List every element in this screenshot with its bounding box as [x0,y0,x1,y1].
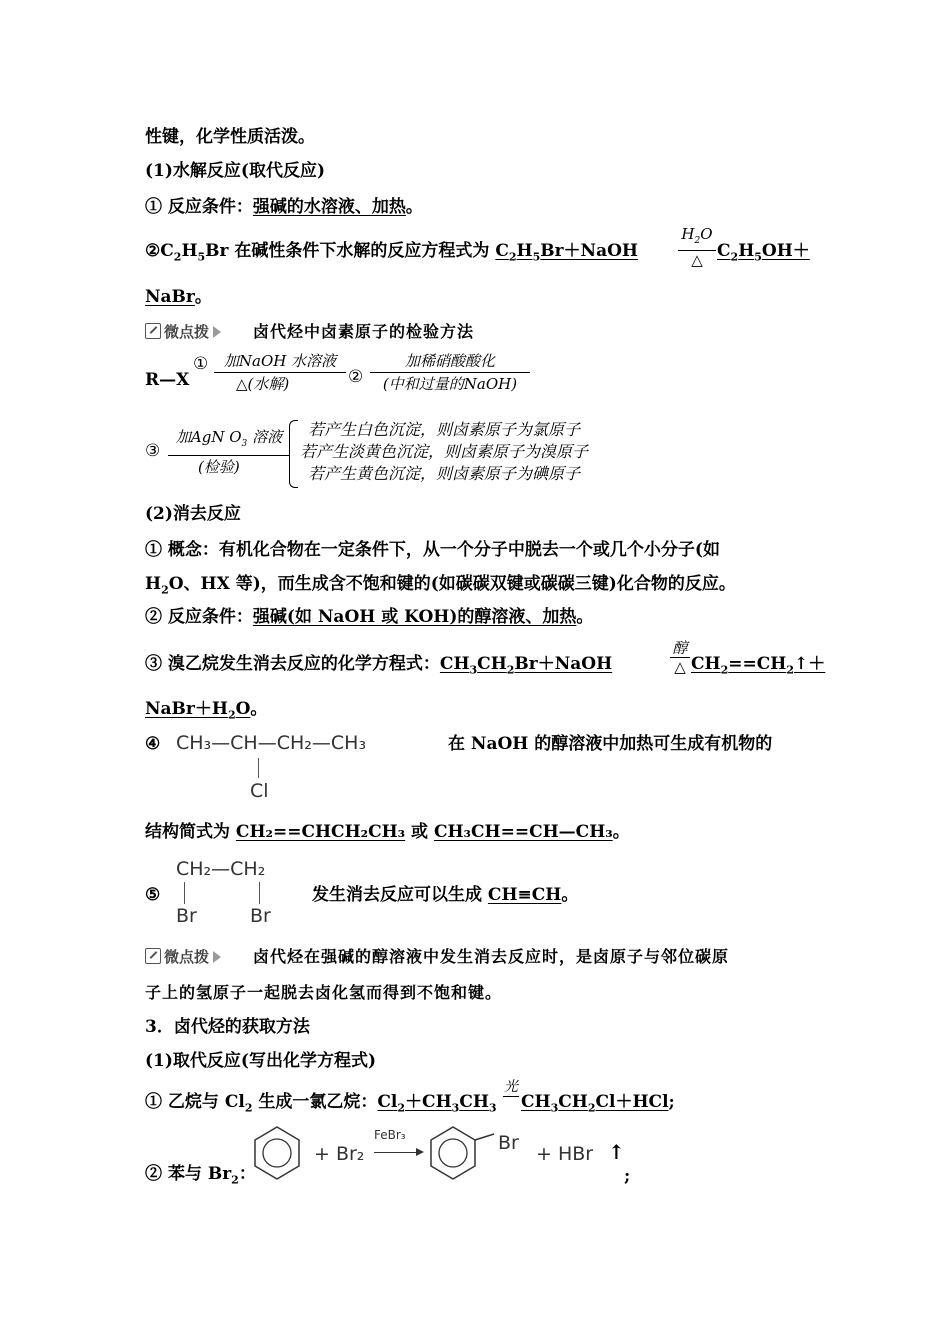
text: Br＋NaOH [540,241,638,261]
text: Br＋NaOH [514,654,613,674]
benzene-ring-icon [252,1124,302,1182]
text: △(水解) [236,375,290,393]
text: (2)消去反应 [145,504,241,524]
text: 溶液 [252,428,283,446]
text: 。 [561,885,579,905]
answer: NaBr [145,287,195,307]
answer: $NaBr+H_2O$ [145,699,251,722]
reagent: + Br₂ [314,1143,365,1165]
gas-arrow-icon: ↑ [608,1140,625,1164]
structural-formula: CH₃—CH—CH₂—CH₃ [176,732,367,754]
text: 。 [612,822,630,842]
tip-badge [145,321,221,343]
text: △ [691,251,703,269]
text-line: ① 乙烷与 $Cl_2$ 生成一氯乙烷：$Cl_2+CH_3CH_3$ [145,1092,497,1115]
reaction-arrow [503,1080,519,1098]
answer: 强碱的水溶液、加热 [252,197,406,217]
text: CH [691,654,721,674]
text: H [145,574,162,594]
text-line: $②C_2H_5Br$ 在碱性条件下水解的反应方程式为 $C_2H_5Br+NaOH$ [145,241,638,264]
answer: $C_2H_5OH+$ [717,241,810,264]
text-line [145,196,423,218]
text-line [145,126,315,148]
tip-heading [145,321,474,343]
text: ; [624,1166,631,1186]
text: ② 苯与 Br [145,1164,232,1184]
result-item: 若产生白色沉淀，则卤素原子为氯原子 [308,420,581,439]
answer: $Cl_2+CH_3CH_3$ [377,1092,497,1115]
section-heading [145,160,325,182]
text: (1)水解反应(取代反应) [145,161,326,181]
text: ==CH [728,654,787,674]
pencil-icon [145,948,161,964]
catalyst: FeBr₃ [374,1128,406,1142]
brace [289,420,298,488]
text-line [145,606,593,628]
text: 或 [405,822,434,842]
text: CH [521,1092,551,1112]
answer: $CH_3CH_2Cl+HCl$ [521,1092,669,1115]
text: ③ 溴乙烷发生消去反应的化学方程式： [145,654,440,674]
text-line [312,884,578,906]
tip-badge [145,946,221,968]
reaction-arrow: $H_2O$ △ [678,226,716,268]
text: OH＋ [761,241,810,261]
text: Cl [377,1092,398,1112]
text: CH [439,654,470,674]
arrow-line [168,455,290,456]
bond-line [184,882,185,904]
text: Br 在碱性条件下水解的反应方程式为 [205,241,496,261]
text: 光 [504,1079,518,1095]
text: 。 [576,607,594,627]
triangle-icon [213,951,221,963]
text: 加稀硝酸酸化 [404,352,495,370]
reaction-arrow [214,352,346,393]
text: 微点拨 [164,323,210,341]
answer: CH₂==CHCH₂CH₃ [235,822,406,842]
text: O [700,225,713,243]
tip-text: 卤代烃在强碱的醇溶液中发生消去反应时，是卤原子与邻位碳原 [252,947,729,966]
tip-text: 子上的氢原子一起脱去卤化氢而得到不饱和键。 [145,983,503,1002]
result-item: 若产生黄色沉淀，则卤素原子为碘原子 [308,464,581,483]
text: ： [238,1164,256,1184]
chlorine-label: Cl [250,780,269,802]
structural-formula: CH₂—CH₂ [176,858,266,880]
text: Cl＋HCl [595,1092,669,1112]
text: 。 [250,699,268,719]
text: ② 反应条件： [145,607,253,627]
bromobenzene-ring-icon [428,1124,500,1182]
step-number: ① [193,354,209,374]
step-number: ⑤ [145,885,161,905]
bromine-label: Br [498,1132,519,1154]
text: 加NaOH 水溶液 [223,352,337,370]
section-heading: 3．卤代烃的获取方法 [145,1017,310,1037]
text-line [717,240,810,268]
text: CH [477,654,507,674]
text-line [145,698,267,726]
bond-line [258,758,259,778]
arrow-line [214,372,346,373]
text: O [235,699,251,719]
text: ＋CH [405,1092,452,1112]
arrow-line [370,372,530,373]
text: ① 乙烷与 Cl [145,1092,245,1112]
tip-heading [145,946,729,968]
tip-title: 卤代烃中卤素原子的检验方法 [252,322,474,341]
text: ; [668,1092,675,1112]
text: ① 概念：有机化合物在一定条件下，从一个分子中脱去一个或几个小分子(如 [145,540,720,560]
text: ②C [145,241,174,261]
text: 。 [405,197,423,217]
section-heading [145,503,241,525]
section-heading: (1)取代反应(写出化学方程式) [145,1051,377,1071]
text: CH [558,1092,588,1112]
text: 醇 [672,639,688,657]
text: 生成一氯乙烷： [258,1092,378,1112]
text: ↑＋ [794,654,826,674]
step-number: ③ [145,441,161,461]
text: ① 反应条件： [145,197,253,217]
text: 结构简式为 [145,822,236,842]
text: 加AgN O [175,428,242,446]
bromine-label: Br [176,905,197,927]
answer: $CH_2==CH_2↑+$ [691,654,826,677]
text: △ [674,658,686,676]
text: H [681,225,695,243]
answer: $C_2H_5Br+NaOH$ [495,241,638,264]
answer: $CH_3CH_2Br+NaOH$ [439,654,613,677]
text: (中和过量的NaOH) [382,375,518,393]
text-line [691,653,825,681]
product: + HBr [536,1143,594,1165]
text-line [145,821,630,843]
text: 。 [194,287,212,307]
result-list [300,419,588,485]
text-line [145,653,612,681]
text-line: $H_2O$、HX 等)，而生成含不饱和键的(如碳碳双键或碳碳三键)化合物的反应。 [145,574,736,597]
bond-line [259,882,260,904]
arrow-line [503,1096,519,1097]
text-line [145,286,212,308]
text-line: ② 苯与 $Br_2$： [145,1164,256,1187]
bromine-label: Br [250,905,271,927]
text: 微点拨 [164,948,210,966]
text-line [521,1091,675,1119]
answer: 强碱(如 NaOH 或 KOH)的醇溶液、加热 [252,607,577,627]
reaction-arrow [370,352,530,393]
text: (检验) [198,458,240,476]
text: O、HX 等)，而生成含不饱和键的(如碳碳双键或碳碳三键)化合物的反应。 [168,574,736,594]
pencil-icon [145,323,161,339]
text-line [145,539,720,561]
answer: CH₃CH==CH—CH₃ [433,822,613,842]
triangle-icon [213,326,221,338]
result-item: 若产生淡黄色沉淀，则卤素原子为溴原子 [300,442,589,461]
arrow-line [374,1152,420,1153]
arrow-head-icon [416,1148,424,1156]
arrow-line [678,250,716,251]
text: CH [459,1092,489,1112]
text: 在 NaOH 的醇溶液中加热可生成有机物的 [448,734,773,754]
text: R—X [145,370,190,390]
text: 性键，化学性质活泼。 [145,127,315,147]
reaction-arrow [670,640,690,675]
reaction-arrow: 加AgN $O_3$ 溶液 (检验) [168,428,290,476]
text: NaBr＋H [145,699,228,719]
step-number: ② [348,367,364,387]
step-number: ④ [145,734,161,754]
text: 发生消去反应可以生成 [312,885,488,905]
answer: CH≡CH [487,885,562,905]
